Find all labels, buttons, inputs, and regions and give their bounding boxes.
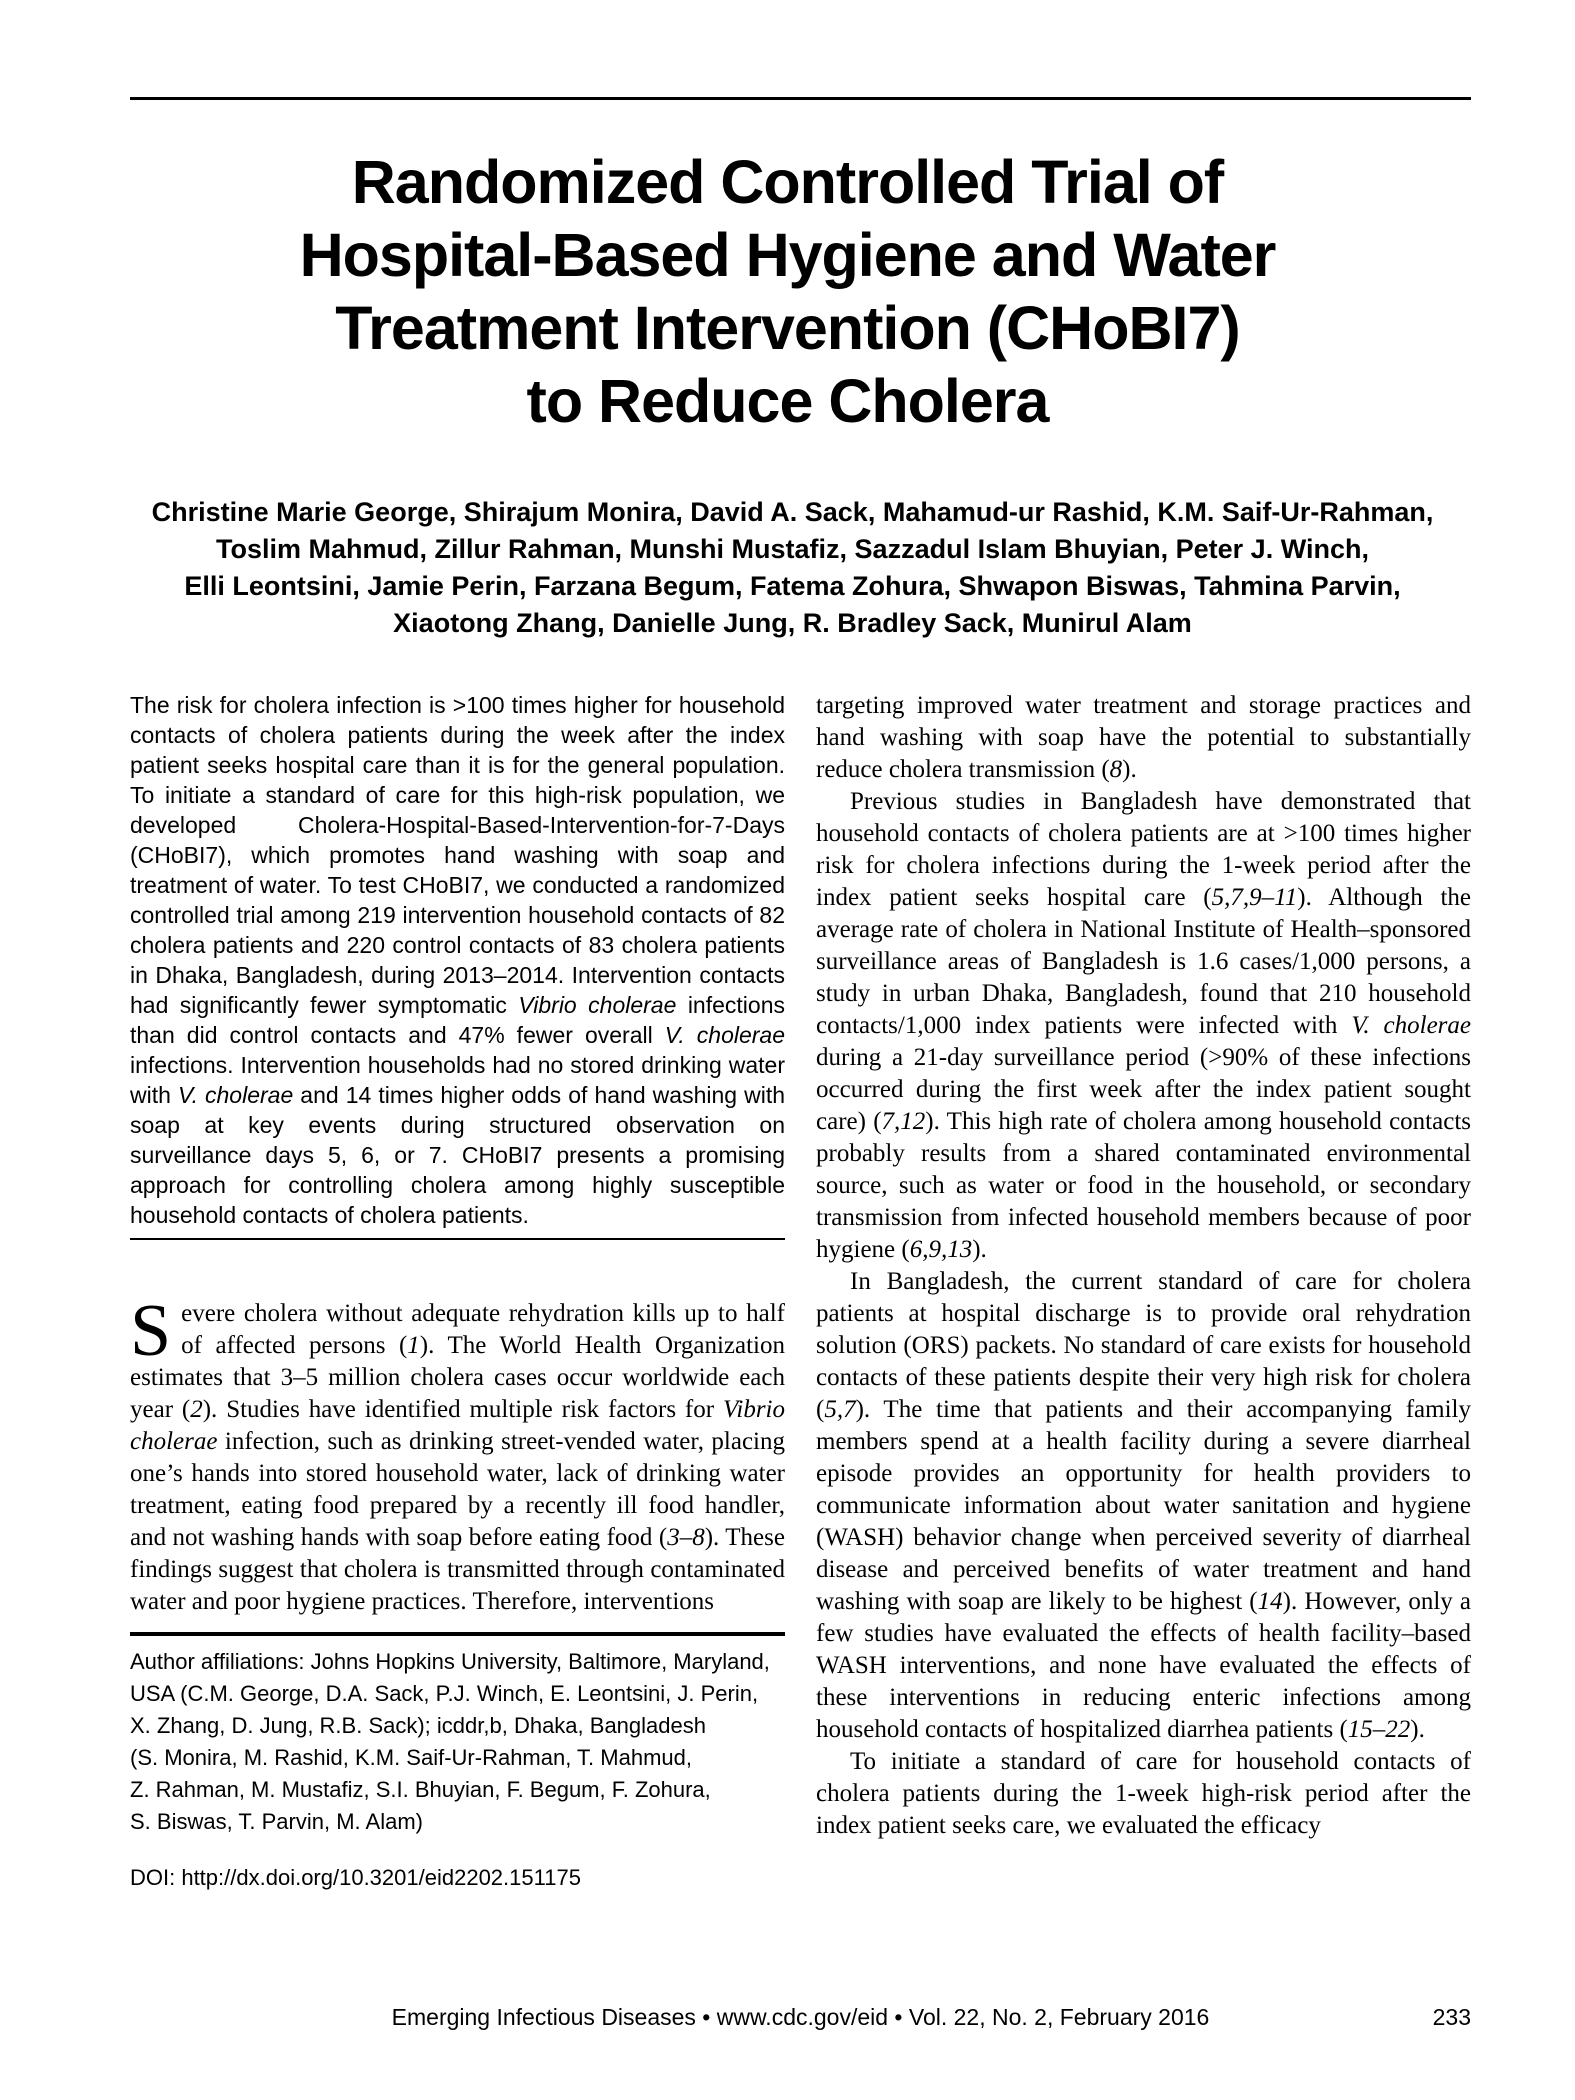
author-affiliations: Author affiliations: Johns Hopkins University, Baltimore, Maryland, USA (C.M. George, D.A. Sack, P.J. Winch, E. Leontsini, J. Perin, X. Zhang, D. Jung, R.B. Sack); icddr,b, Dhaka, Bangladesh (S. Monira, M. Rashid, K.M. Saif-Ur-Rahman, T. Mahmud, Z. Rahman, M. Mustafiz, S.I. Bhuyian, F. Begum, F. Zohura, S. Biswas, T. Parvin, M. Alam) [130, 1649, 770, 1834]
header-rule [130, 97, 1471, 100]
body-paragraph: Previous studies in Bangladesh have demonstrated that household contacts of cholera patients are at >100 times higher risk for cholera infections during the 1-week period after the index patient seeks hospital care (5,7,9–11). Although the average rate of cholera in National Institute of Health–sponsored surveillance areas of Bangladesh is 1.6 cases/1,000 persons, a study in urban Dhaka, Bangladesh, found that 210 household contacts/1,000 index patients were infected with V. cholerae during a 21-day surveillance period (>90% of these infections occurred during the first week after the index patient sought care) (7,12). This high rate of cholera among household contacts probably results from a shared contaminated environmental source, such as water or food in the household, or secondary transmission from infected household members because of poor hygiene (6,9,13). [816, 788, 1472, 1263]
intro-paragraph [130, 1290, 786, 1618]
drop-cap: S [130, 1290, 172, 1372]
body-paragraph: targeting improved water treatment and storage practices and hand washing with soap have the potential to substantially reduce cholera transmission (8). [816, 692, 1471, 783]
journal-footer-text: Emerging Infectious Diseases • www.cdc.gov/eid • Vol. 22, No. 2, February 2016 [391, 2004, 1210, 2030]
two-column-body [130, 690, 1471, 1894]
author-list: Christine Marie George, Shirajum Monira, David A. Sack, Mahamud-ur Rashid, K.M. Saif-Ur-Rahman, Toslim Mahmud, Zillur Rahman, Munshi Mustafiz, Sazzadul Islam Bhuyian, Peter J. Winch, Elli Leontsini, Jamie Perin, Farzana Begum, Fatema Zohura, Shwapon Biswas, Tahmina Parvin, Xiaotong Zhang, Danielle Jung, R. Bradley Sack, Munirul Alam [151, 497, 1434, 638]
article-title: Randomized Controlled Trial of Hospital-Based Hygiene and Water Treatment Intervention (CHoBI7) to Reduce Cholera [299, 148, 1276, 435]
abstract-paragraph: The risk for cholera infection is >100 times higher for household contacts of cholera patients during the week after the index patient seeks hospital care than it is for the general population. To initiate a standard of care for this high-risk population, we developed Cholera-Hospital-Based-Intervention-for-7-Days (CHoBI7), which promotes hand washing with soap and treatment of water. To test CHoBI7, we conducted a randomized controlled trial among 219 intervention household contacts of 82 cholera patients and 220 control contacts of 83 cholera patients in Dhaka, Bangladesh, during 2013–2014. Intervention contacts had significantly fewer symptomatic Vibrio cholerae infections than did control contacts and 47% fewer overall V. cholerae infections. Intervention households had no stored drinking water with V. cholerae and 14 times higher odds of hand washing with soap at key events during structured observation on surveillance days 5, 6, or 7. CHoBI7 presents a promising approach for controlling cholera among highly susceptible household contacts of cholera patients. [130, 690, 785, 1240]
body-paragraph: To initiate a standard of care for household contacts of cholera patients during the 1-week high-risk period after the index patient seeks care, we evaluated the efficacy [816, 1748, 1471, 1839]
body-paragraph: In Bangladesh, the current standard of care for cholera patients at hospital discharge is to provide oral rehydration solution (ORS) packets. No standard of care exists for household contacts of these patients despite their very high risk for cholera (5,7). The time that patients and their accompanying family members spend at a health facility during a severe diarrheal episode provides an opportunity for health providers to communicate information about water sanitation and hygiene (WASH) behavior change when perceived severity of diarrheal disease and perceived benefits of water treatment and hand washing with soap are likely to be highest (14). However, only a few studies have evaluated the effects of health facility–based WASH interventions, and none have evaluated the effects of these interventions in reducing enteric infections among household contacts of hospitalized diarrhea patients (15–22). [816, 1268, 1471, 1743]
page-number: 233 [1432, 2004, 1471, 2030]
intro-paragraph-text: evere cholera without adequate rehydration kills up to half of affected persons (1). The World Health Organization estimates that 3–5 million cholera cases occur worldwide each year (2). Studies have identified multiple risk factors for Vibrio cholerae infection, such as drinking street-vended water, placing one’s hands into stored household water, lack of drinking water treatment, eating food prepared by a recently ill food handler, and not washing hands with soap before eating food (3–8). These findings suggest that cholera is transmitted through contaminated water and poor hygiene practices. Therefore, interventions [130, 1300, 786, 1615]
right-column [816, 690, 1471, 1894]
doi-line: DOI: http://dx.doi.org/10.3201/eid2202.151175 [130, 1865, 581, 1890]
page-footer [130, 2003, 1471, 2031]
left-column [130, 690, 785, 1894]
author-affiliations-block [130, 1632, 785, 1894]
